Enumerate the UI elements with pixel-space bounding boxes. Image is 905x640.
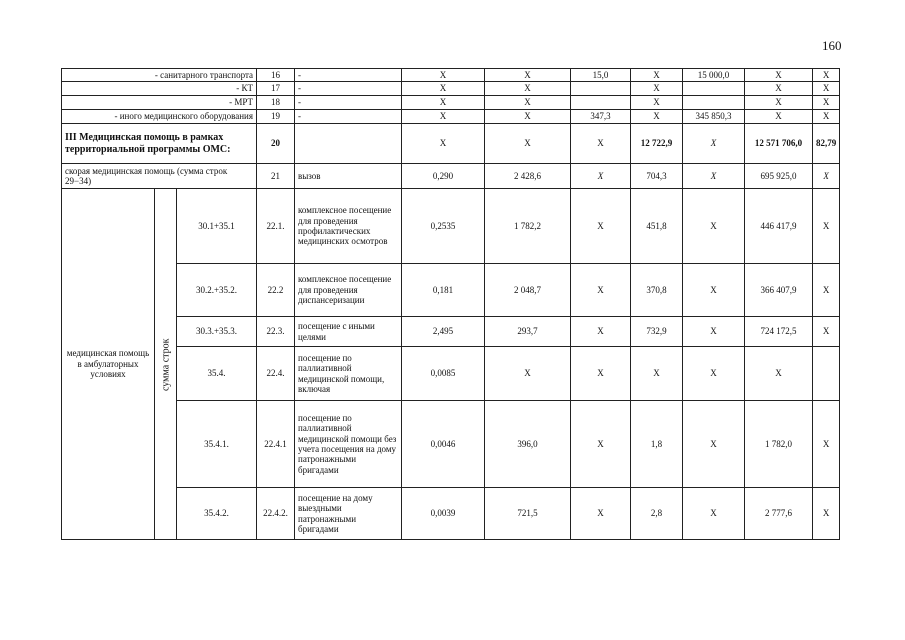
data-table (61, 68, 840, 540)
value-cell: 396,0 (485, 401, 571, 488)
table-row (62, 264, 840, 317)
row-number: 22.4. (257, 347, 295, 401)
value-cell: Х (485, 96, 571, 110)
value-cell: 2 428,6 (485, 164, 571, 189)
value-cell: Х (813, 164, 840, 189)
row-label: - санитарного транспорта (62, 69, 257, 82)
value-cell: Х (745, 96, 813, 110)
value-cell: Х (683, 124, 745, 164)
row-code: 35.4.1. (177, 401, 257, 488)
table-row (62, 189, 840, 264)
value-cell: Х (402, 110, 485, 124)
row-number: 16 (257, 69, 295, 82)
value-cell: 732,9 (631, 317, 683, 347)
table-row (62, 96, 840, 110)
section-row (62, 124, 840, 164)
unit-cell: вызов (295, 164, 402, 189)
row-number: 22.4.2. (257, 488, 295, 540)
value-cell: Х (683, 189, 745, 264)
value-cell: Х (402, 69, 485, 82)
value-cell: Х (683, 347, 745, 401)
value-cell (571, 82, 631, 96)
value-cell (571, 96, 631, 110)
unit-cell (295, 124, 402, 164)
value-cell: 0,0039 (402, 488, 485, 540)
value-cell: Х (485, 110, 571, 124)
value-cell: Х (683, 317, 745, 347)
value-cell: Х (683, 488, 745, 540)
value-cell: 12 571 706,0 (745, 124, 813, 164)
value-cell: Х (571, 317, 631, 347)
row-label: - МРТ (62, 96, 257, 110)
value-cell: 293,7 (485, 317, 571, 347)
value-cell: 0,181 (402, 264, 485, 317)
value-cell (683, 82, 745, 96)
value-cell: 1 782,0 (745, 401, 813, 488)
value-cell: Х (813, 82, 840, 96)
value-cell: 347,3 (571, 110, 631, 124)
value-cell: Х (813, 264, 840, 317)
row-number: 17 (257, 82, 295, 96)
value-cell: Х (485, 69, 571, 82)
unit-cell: посещение по паллиативной медицинской помощи, включая (295, 347, 402, 401)
table-row (62, 164, 840, 189)
value-cell: 451,8 (631, 189, 683, 264)
row-number: 22.4.1 (257, 401, 295, 488)
section-title: III Медицинская помощь в рамках территориальной программы ОМС: (62, 124, 257, 164)
table-row (62, 401, 840, 488)
row-code: 35.4. (177, 347, 257, 401)
value-cell: Х (485, 82, 571, 96)
value-cell: Х (813, 488, 840, 540)
page-number: 160 (822, 38, 842, 53)
unit-cell: посещение по паллиативной медицинской помощи без учета посещения на дому патронажными бригадами (295, 401, 402, 488)
value-cell: Х (813, 317, 840, 347)
value-cell: 1,8 (631, 401, 683, 488)
unit-cell: комплексное посещение для проведения профилактических медицинских осмотров (295, 189, 402, 264)
value-cell: 2,495 (402, 317, 485, 347)
group-vertical-label: сумма строк (155, 189, 177, 540)
table-row (62, 69, 840, 82)
row-label: - КТ (62, 82, 257, 96)
value-cell: Х (745, 110, 813, 124)
value-cell: 2 777,6 (745, 488, 813, 540)
value-cell (813, 347, 840, 401)
value-cell: Х (631, 69, 683, 82)
group-label: медицинская помощь в амбулаторных условиях (62, 189, 155, 540)
row-code: 30.3.+35.3. (177, 317, 257, 347)
value-cell: Х (571, 164, 631, 189)
value-cell: 0,2535 (402, 189, 485, 264)
row-number: 20 (257, 124, 295, 164)
value-cell: Х (745, 69, 813, 82)
row-code: 30.2.+35.2. (177, 264, 257, 317)
value-cell: 0,0085 (402, 347, 485, 401)
value-cell: 82,79 (813, 124, 840, 164)
unit-cell: - (295, 69, 402, 82)
value-cell: Х (571, 124, 631, 164)
value-cell: Х (571, 264, 631, 317)
value-cell: Х (745, 82, 813, 96)
value-cell: 0,0046 (402, 401, 485, 488)
unit-cell: - (295, 96, 402, 110)
value-cell: 446 417,9 (745, 189, 813, 264)
row-number: 22.1. (257, 189, 295, 264)
value-cell: Х (813, 69, 840, 82)
value-cell: Х (683, 164, 745, 189)
unit-cell: посещение с иными целями (295, 317, 402, 347)
value-cell: Х (813, 110, 840, 124)
value-cell: 366 407,9 (745, 264, 813, 317)
unit-cell: посещение на дому выездными патронажными бригадами (295, 488, 402, 540)
value-cell: 15 000,0 (683, 69, 745, 82)
value-cell: Х (485, 124, 571, 164)
row-label: скорая медицинская помощь (сумма строк 29−34) (62, 164, 257, 189)
value-cell: Х (813, 96, 840, 110)
value-cell: Х (631, 110, 683, 124)
row-number: 21 (257, 164, 295, 189)
value-cell: 695 925,0 (745, 164, 813, 189)
value-cell: Х (402, 82, 485, 96)
value-cell: 370,8 (631, 264, 683, 317)
value-cell: Х (631, 347, 683, 401)
value-cell: Х (813, 189, 840, 264)
value-cell: 1 782,2 (485, 189, 571, 264)
value-cell: Х (683, 401, 745, 488)
row-number: 18 (257, 96, 295, 110)
table-row (62, 347, 840, 401)
value-cell: Х (745, 347, 813, 401)
table-row (62, 317, 840, 347)
unit-cell: - (295, 110, 402, 124)
row-number: 22.2 (257, 264, 295, 317)
value-cell: Х (813, 401, 840, 488)
value-cell: 704,3 (631, 164, 683, 189)
value-cell: 0,290 (402, 164, 485, 189)
unit-cell: комплексное посещение для проведения диспансеризации (295, 264, 402, 317)
unit-cell: - (295, 82, 402, 96)
table-row (62, 82, 840, 96)
row-label: - иного медицинского оборудования (62, 110, 257, 124)
value-cell: 2,8 (631, 488, 683, 540)
value-cell (683, 96, 745, 110)
value-cell: 15,0 (571, 69, 631, 82)
value-cell: 2 048,7 (485, 264, 571, 317)
value-cell: 345 850,3 (683, 110, 745, 124)
value-cell: Х (402, 96, 485, 110)
table-row (62, 110, 840, 124)
row-number: 22.3. (257, 317, 295, 347)
value-cell: 12 722,9 (631, 124, 683, 164)
row-code: 35.4.2. (177, 488, 257, 540)
value-cell: Х (571, 189, 631, 264)
value-cell: Х (683, 264, 745, 317)
value-cell: Х (631, 96, 683, 110)
value-cell: 724 172,5 (745, 317, 813, 347)
row-number: 19 (257, 110, 295, 124)
value-cell: Х (402, 124, 485, 164)
value-cell: Х (571, 488, 631, 540)
value-cell: Х (571, 401, 631, 488)
value-cell: Х (631, 82, 683, 96)
row-code: 30.1+35.1 (177, 189, 257, 264)
table-row (62, 488, 840, 540)
value-cell: Х (571, 347, 631, 401)
value-cell: 721,5 (485, 488, 571, 540)
value-cell: Х (485, 347, 571, 401)
